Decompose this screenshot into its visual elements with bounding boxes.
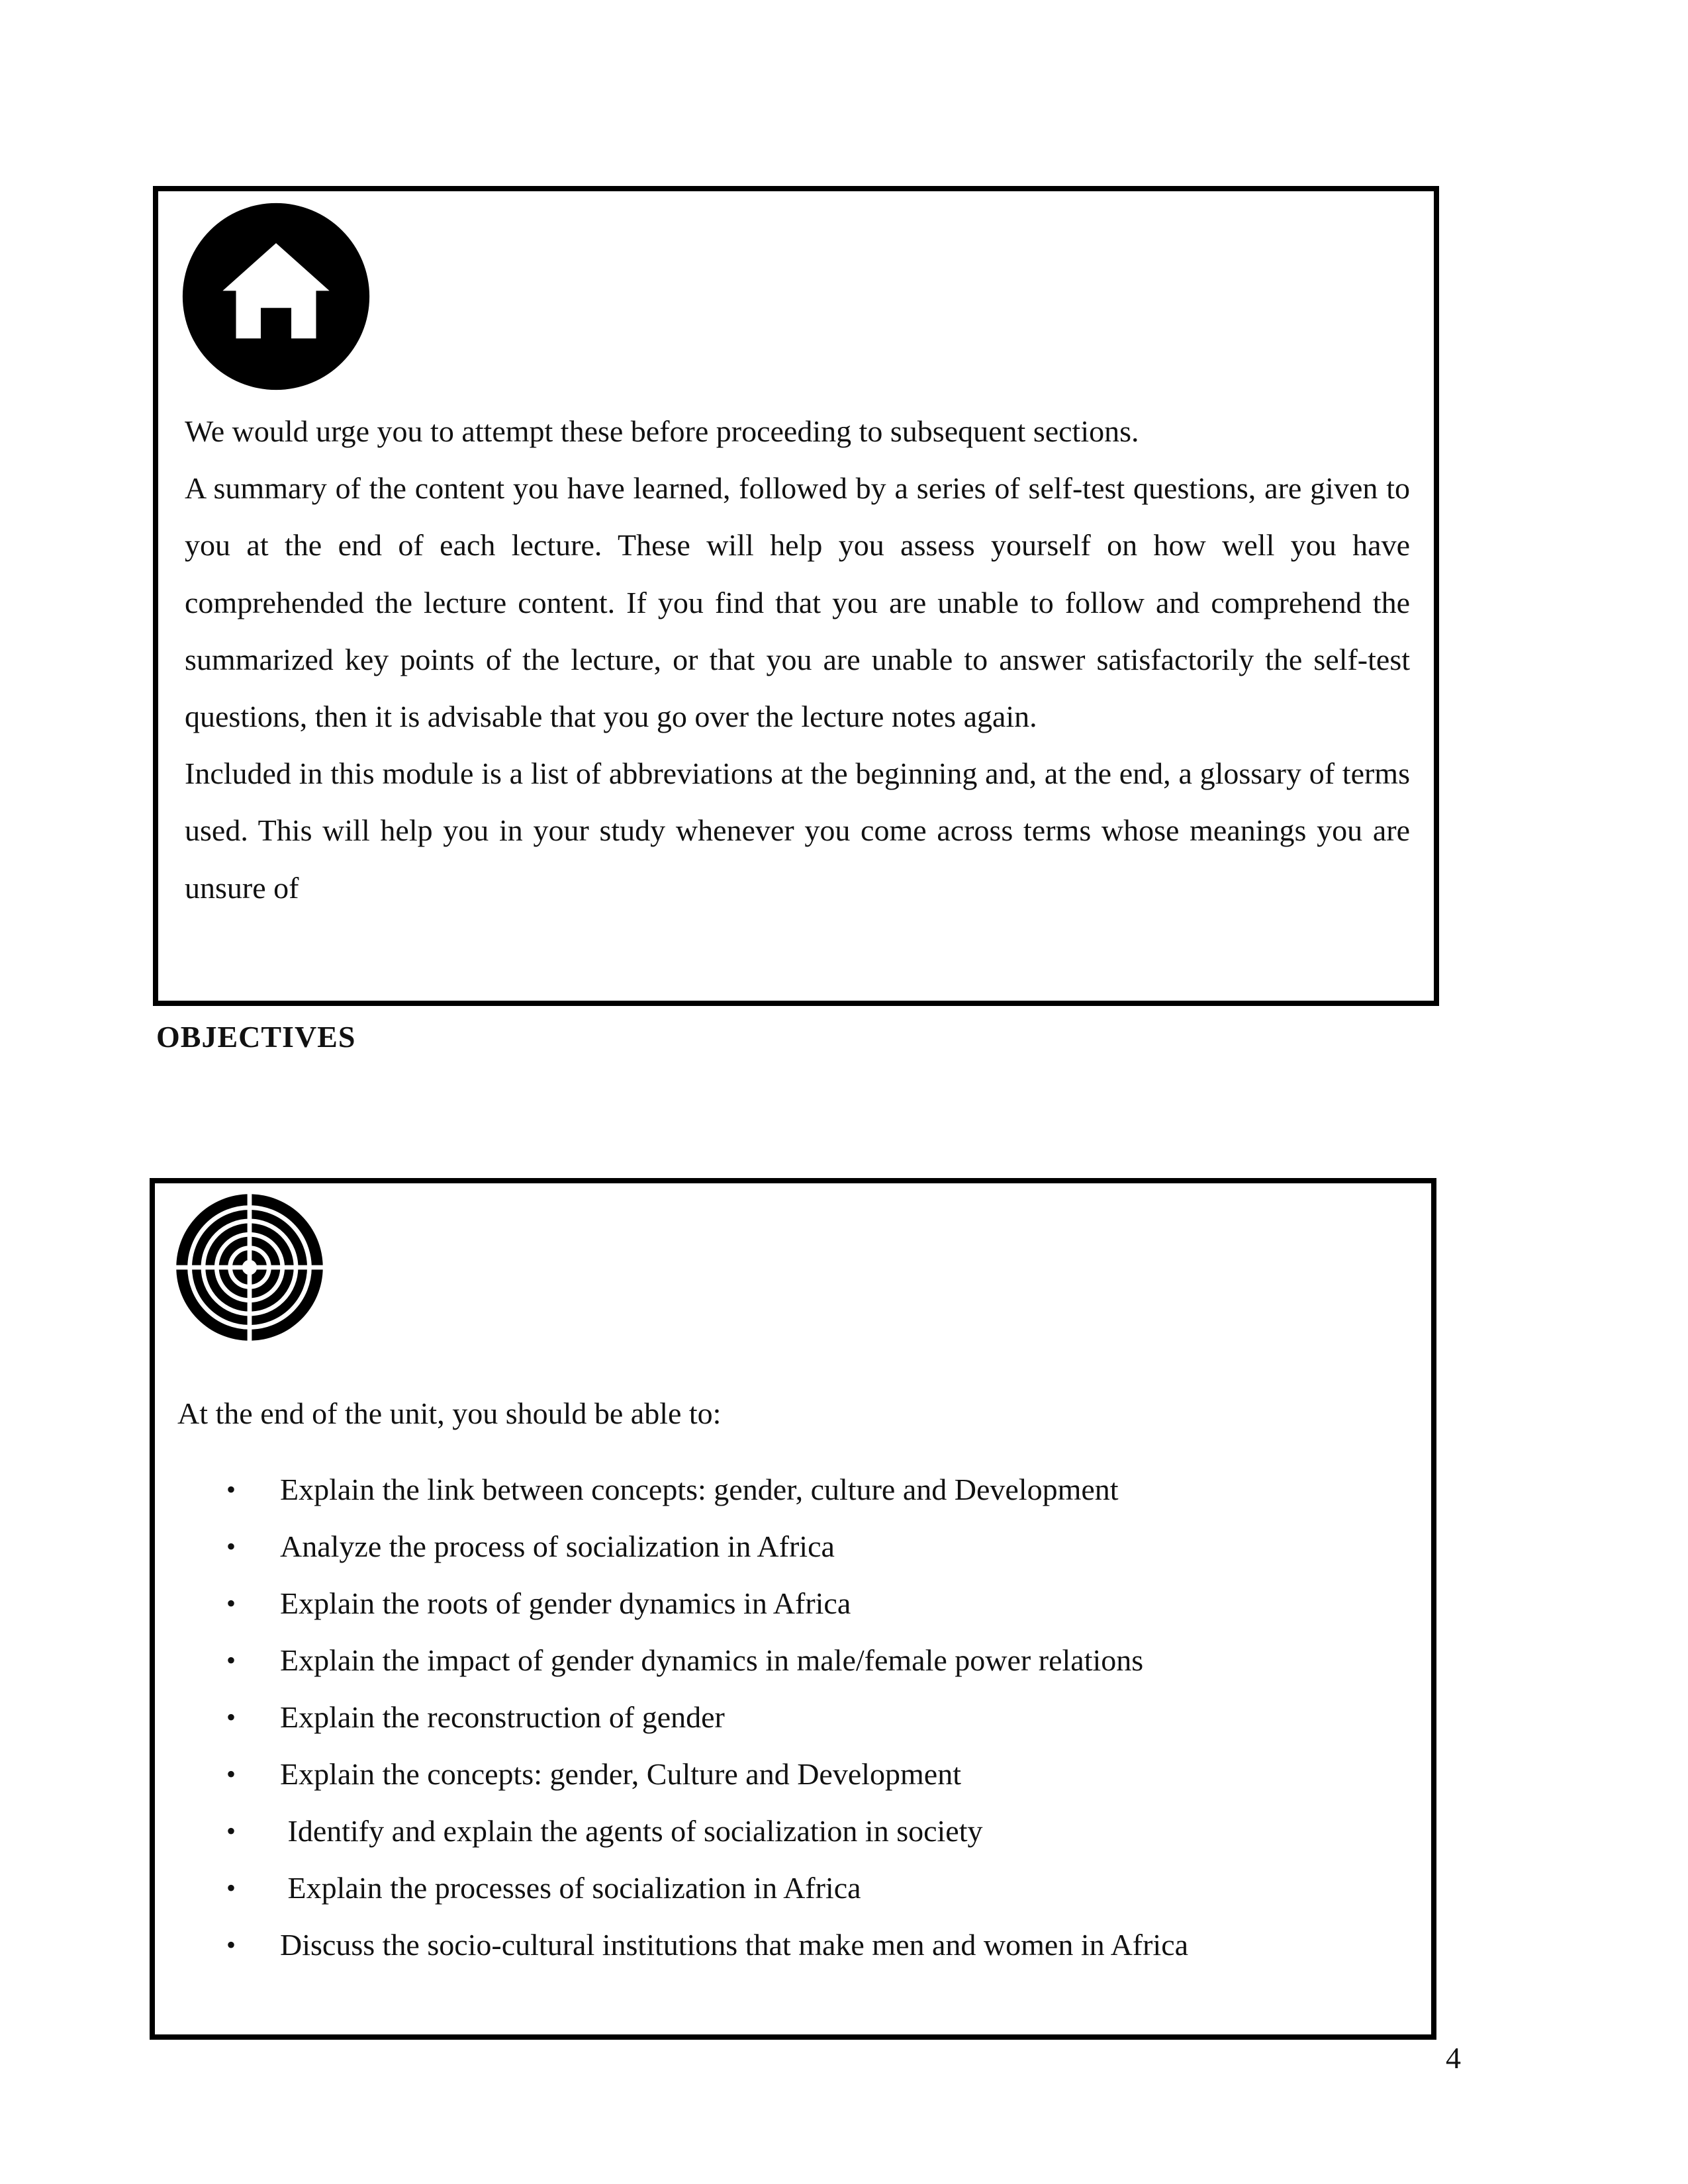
- bullet-icon: •: [226, 1930, 236, 1960]
- objective-item: • Explain the reconstruction of gender: [155, 1689, 1188, 1746]
- objective-item: • Discuss the socio-cultural institutions that make men and women in Africa: [155, 1917, 1188, 1974]
- objective-item: • Explain the concepts: gender, Culture and Development: [155, 1746, 1188, 1803]
- intro-paragraph: We would urge you to attempt these before proceeding to subsequent sections.: [185, 414, 1139, 448]
- page-number: 4: [1446, 2041, 1461, 2075]
- bullet-icon: •: [226, 1702, 236, 1732]
- bullet-icon: •: [226, 1531, 236, 1561]
- objective-item: • Explain the processes of socialization in Africa: [155, 1860, 1188, 1917]
- intro-paragraph: Included in this module is a list of abbreviations at the beginning and, at the end, a glossary of terms used. This will help you in your study whenever you come across terms whose meanings you are unsure of: [185, 756, 1410, 905]
- bullet-icon: •: [226, 1816, 236, 1846]
- objective-item: • Explain the impact of gender dynamics in male/female power relations: [155, 1632, 1188, 1689]
- objectives-list: [155, 1461, 1188, 1974]
- objective-item: • Identify and explain the agents of socialization in society: [155, 1803, 1188, 1860]
- intro-paragraph: A summary of the content you have learned, followed by a series of self-test questions, are given to you at the end of each lecture. These will help you assess yourself on how well you have comprehended the lecture content. If you find that you are unable to follow and comprehend the summarized key points of the lecture, or that you are unable to answer satisfactorily the self-test questions, then it is advisable that you go over the lecture notes again.: [185, 471, 1410, 734]
- bullet-icon: •: [226, 1645, 236, 1675]
- objectives-heading: OBJECTIVES: [156, 1020, 356, 1054]
- objective-item: • Analyze the process of socialization in Africa: [155, 1518, 1188, 1575]
- objective-item: • Explain the roots of gender dynamics in Africa: [155, 1575, 1188, 1632]
- bullet-icon: •: [226, 1588, 236, 1618]
- home-icon: [181, 201, 371, 392]
- bullet-icon: •: [226, 1759, 236, 1789]
- objectives-box: [150, 1178, 1436, 2040]
- bullet-icon: •: [226, 1475, 236, 1504]
- objectives-intro: At the end of the unit, you should be able to:: [177, 1396, 722, 1430]
- intro-box: [153, 186, 1439, 1006]
- bullet-icon: •: [226, 1873, 236, 1903]
- intro-text: [185, 403, 1410, 917]
- target-icon: [175, 1193, 324, 1342]
- objective-item: • Explain the link between concepts: gender, culture and Development: [155, 1461, 1188, 1518]
